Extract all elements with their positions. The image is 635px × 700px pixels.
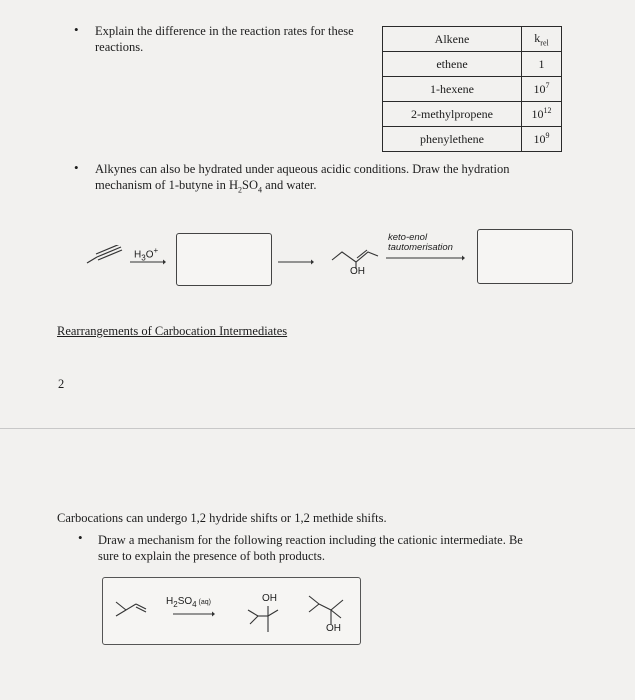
page-number: 2 — [58, 377, 65, 391]
subscript: 2 — [238, 185, 243, 195]
tautomerisation-label — [388, 233, 453, 253]
subscript: 2 — [173, 600, 178, 609]
question-line: Alkynes can also be hydrated under aqueous acidic conditions. Draw the hydration — [95, 162, 510, 176]
alkene-cell: 2-methylpropene — [383, 102, 522, 127]
oh-label: OH — [350, 266, 365, 277]
superscript: + — [153, 246, 159, 255]
question-line: Explain the difference in the reaction rates for these — [95, 24, 354, 38]
text-segment: O — [145, 249, 154, 261]
answer-box-product[interactable] — [477, 229, 573, 284]
h2so4-reagent — [166, 596, 211, 609]
krel-value: 10 — [533, 82, 546, 96]
table-row — [383, 102, 562, 127]
butyne-structure — [85, 245, 125, 271]
subscript: 4 — [192, 600, 197, 609]
krel-exponent: 7 — [545, 81, 550, 90]
relative-rate-table — [382, 26, 562, 152]
table-row — [383, 52, 562, 77]
page-divider — [0, 428, 635, 429]
krel-subscript: rel — [540, 38, 549, 48]
text-segment: H — [134, 249, 142, 261]
answer-box-intermediate[interactable] — [176, 233, 272, 286]
oh-label: OH — [262, 593, 277, 604]
product-alcohol-b — [305, 592, 347, 626]
krel-cell — [522, 127, 562, 152]
krel-value: 10 — [531, 107, 544, 121]
alkene-cell: phenylethene — [383, 127, 522, 152]
text-segment: H — [166, 596, 174, 607]
text-segment: SO — [177, 596, 193, 607]
krel-exponent: 9 — [545, 131, 550, 140]
label-line: keto-enol — [388, 232, 428, 243]
krel-cell — [522, 52, 562, 77]
krel-value: 1 — [538, 57, 545, 71]
alkene-cell: ethene — [383, 52, 522, 77]
bullet-dot: • — [74, 22, 79, 37]
section-heading: Rearrangements of Carbocation Intermediates — [57, 324, 288, 338]
reaction-arrow — [278, 258, 314, 266]
question-alkyne-hydration — [95, 161, 565, 199]
question-line: sure to explain the presence of both products. — [98, 549, 326, 563]
table-row — [383, 127, 562, 152]
question-line — [95, 177, 565, 199]
text-segment: and water. — [262, 178, 317, 192]
intro-text: Carbocations can undergo 1,2 hydride shifts or 1,2 methide shifts. — [57, 511, 387, 525]
text-segment: (aq) — [196, 599, 211, 606]
question-reaction-rates — [95, 23, 375, 55]
krel-cell — [522, 77, 562, 102]
krel-exponent: 12 — [543, 106, 552, 115]
bullet-dot: • — [78, 530, 83, 545]
bullet-dot: • — [74, 160, 79, 175]
product-alcohol-a — [244, 604, 284, 634]
subscript: 3 — [141, 253, 146, 263]
alkene-starting-material — [114, 598, 148, 620]
oh-label: OH — [326, 623, 341, 634]
text-segment: mechanism of 1-butyne in H — [95, 178, 239, 192]
subscript: 4 — [258, 185, 263, 195]
label-line: tautomerisation — [388, 242, 453, 253]
tautomerisation-arrow — [386, 254, 466, 262]
krel-cell — [522, 102, 562, 127]
krel-value: 10 — [533, 132, 546, 146]
question-line: Draw a mechanism for the following reaction including the cationic intermediate. Be — [98, 533, 523, 547]
reaction-arrow — [130, 258, 166, 266]
krel-symbol: k — [534, 30, 541, 45]
question-mechanism — [98, 532, 568, 564]
alkene-cell: 1-hexene — [383, 77, 522, 102]
header-krel — [522, 27, 562, 52]
table-header-row — [383, 27, 562, 52]
reaction-arrow — [173, 610, 215, 618]
header-alkene: Alkene — [383, 27, 522, 52]
table-row — [383, 77, 562, 102]
question-line: reactions. — [95, 40, 144, 54]
text-segment: SO — [242, 178, 259, 192]
